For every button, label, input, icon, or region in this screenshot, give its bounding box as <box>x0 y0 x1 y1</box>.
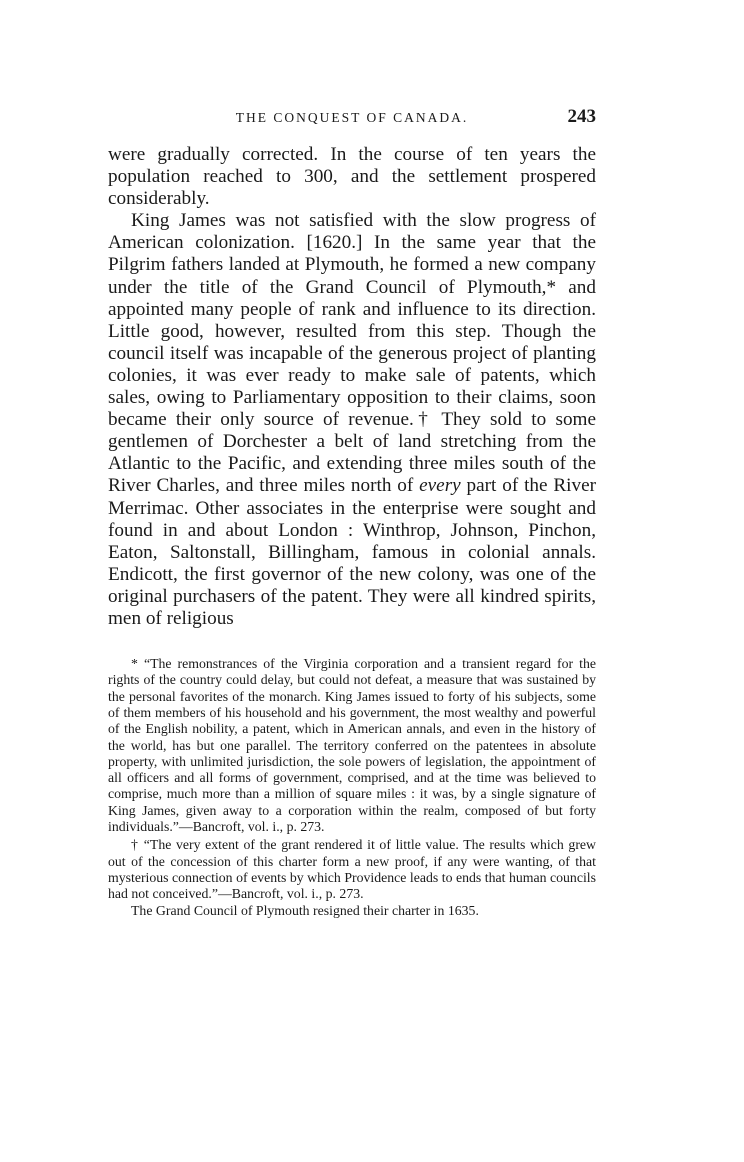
paragraph-king-james <box>108 210 596 630</box>
footnotes <box>108 656 596 919</box>
book-page <box>108 106 596 919</box>
running-title: THE CONQUEST OF CANADA. <box>235 110 469 125</box>
body-text <box>108 144 596 630</box>
paragraph-continuation: were gradually corrected. In the course of ten years the population reached to 300, and the settlement prospered considerably. <box>108 144 596 210</box>
italic-word: every <box>419 475 461 497</box>
paragraph-text-part-2: part of the River Merrimac. Other associates in the enterprise were sought and found in and about London : Winthrop, Johnson, Pinchon, Eaton, Saltonstall, Billingham, famous in colonial annals. Endicott, the first governor of the new colony, was one of the original purchasers of the patent. They were all kindred spirits, men of religious <box>108 475 596 629</box>
footnote-dagger: † “The very extent of the grant rendered it of little value. The results which grew out of the concession of this charter form a new proof, if any were wanting, of that mysterious connection of events by which Providence leads to ends that human councils had not conceived.”—Bancroft, vol. i., p. 273. <box>108 837 596 902</box>
page-number: 243 <box>567 106 596 127</box>
paragraph-text-part-1: King James was not satisfied with the slow progress of American colonization. [1620.] In the same year that the Pilgrim fathers landed at Plymouth, he formed a new company under the title of the Grand Council of Plymouth,* and appointed many people of rank and influence to its direction. Little good, however, resulted from this step. Though the council itself was incapable of the generous project of planting colonies, it was ever ready to make sale of patents, which sales, owing to Parliamentary opposition to their claims, soon became their only source of revenue.† They sold to some gentlemen of Dorchester a belt of land stretching from the Atlantic to the Pacific, and extending three miles south of the River Charles, and three miles north of <box>108 210 596 497</box>
page-header <box>108 106 596 134</box>
footnote-addendum: The Grand Council of Plymouth resigned their charter in 1635. <box>131 902 479 918</box>
footnote-asterisk: * “The remonstrances of the Virginia corporation and a transient regard for the rights of the country could delay, but could not defeat, a measure that was sustained by the personal favorites of the monarch. King James issued to forty of his subjects, some of them members of his household and his government, the most wealthy and powerful of the English nobility, a patent, which in American annals, and even in the history of the world, has but one parallel. The territory conferred on the patentees in absolute property, with unlimited jurisdiction, the sole powers of legislation, the appointment of all officers and all forms of government, comprised, and at the time was believed to comprise, much more than a million of square miles : it was, by a single signature of King James, given away to a corporation within the realm, composed of but forty individuals.”—Bancroft, vol. i., p. 273. <box>108 656 596 835</box>
